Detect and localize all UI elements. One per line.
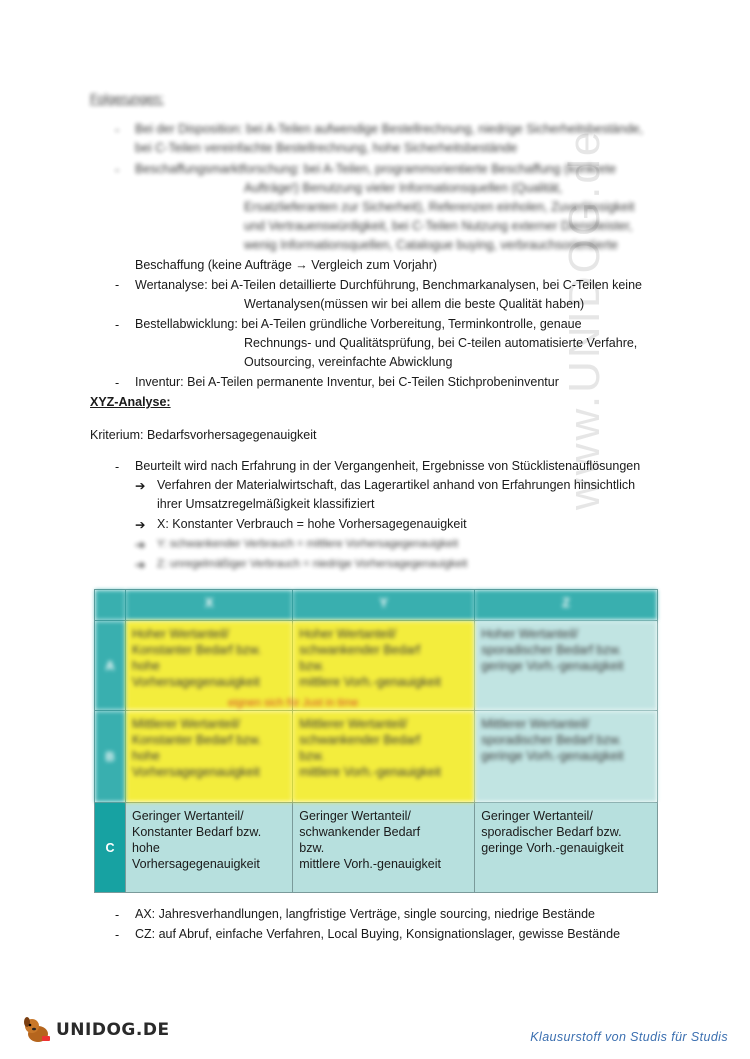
arrow-item-cont: ihrer Umsatzregelmäßigkeit klassifiziert (157, 497, 375, 511)
footer-slogan: Klausurstoff von Studis für Studis (530, 1030, 728, 1044)
bullet-dash: - (115, 278, 120, 292)
arrow-icon: ➔ (135, 518, 146, 532)
blurred-item-2-cont: Aufträge!) Benutzung vieler Informationsquellen (Qualität, (244, 181, 563, 195)
bestellabwicklung-cont: Outsourcing, vereinfachte Abwicklung (244, 355, 453, 369)
cell-cz: Geringer Wertanteil/ sporadischer Bedarf bzw. geringe Vorh.-genauigkeit (475, 803, 658, 893)
inventur-item: Inventur: Bei A-Teilen permanente Inventur, bei C-Teilen Stichprobeninventur (135, 375, 559, 389)
bullet-dash: - (115, 163, 120, 177)
wertanalyse-item: Wertanalyse: bei A-Teilen detaillierte Durchführung, Benchmarkanalysen, bei C-Teilen keine (135, 278, 642, 292)
dog-icon (22, 1016, 52, 1044)
folgerungen-heading: Folgerungen: (90, 92, 164, 106)
col-header-y: Y (293, 590, 475, 621)
arrow-item: Z: unregelmäßiger Verbrauch = niedrige Vorhersagegenauigkeit (157, 558, 468, 570)
bullet-dash: - (115, 318, 120, 332)
row-label-b: B (95, 711, 126, 803)
blurred-item-2-cont: und Vertrauenswürdigkeit, bei C-Teilen Nutzung externer Dienstleister, (244, 219, 633, 233)
unidog-logo[interactable] (22, 1016, 170, 1044)
beschaffung-line: Beschaffung (keine Aufträge → Vergleich zum Vorjahr) (135, 258, 438, 272)
row-label-a: A (95, 621, 126, 711)
corner-cell (95, 590, 126, 621)
arrow-item: Verfahren der Materialwirtschaft, das Lagerartikel anhand von Erfahrungen hinsichtlich (157, 478, 636, 492)
ax-item: AX: Jahresverhandlungen, langfristige Verträge, single sourcing, niedrige Bestände (135, 907, 596, 921)
col-header-x: X (126, 590, 293, 621)
blurred-item-2-cont: Ersatzlieferanten zur Sicherheit), Referenzen einholen, Zuverlässigkeit (244, 200, 635, 214)
jit-note: eignen sich für Just in time (228, 697, 359, 709)
bestellabwicklung-cont: Rechnungs- und Qualitätsprüfung, bei C-teilen automatisierte Verfahre, (244, 336, 638, 350)
arrow-item: X: Konstanter Verbrauch = hohe Vorhersagegenauigkeit (157, 517, 467, 531)
bullet-dash: - (115, 908, 120, 922)
watermark: www.UNIDOG.de (560, 128, 609, 510)
cell-bz: Mittlerer Wertanteil/ sporadischer Bedarf bzw. geringe Vorh.-genauigkeit (475, 711, 658, 803)
table-header-row (95, 590, 658, 621)
blurred-item-2-cont: wenig Informationsquellen, Catalogue buying, verbrauchsorientierte (244, 238, 618, 252)
wertanalyse-cont: Wertanalysen(müssen wir bei allem die beste Qualität haben) (244, 297, 585, 311)
table-row-c (95, 803, 658, 893)
table-row-b (95, 711, 658, 803)
arrow-icon: ➔ (135, 538, 146, 552)
col-header-z: Z (475, 590, 658, 621)
table-row-a (95, 621, 658, 711)
abc-xyz-table (94, 589, 658, 893)
kriterium-text: Kriterium: Bedarfsvorhersagegenauigkeit (90, 428, 317, 442)
cell-cy: Geringer Wertanteil/ schwankender Bedarf bzw. mittlere Vorh.-genauigkeit (293, 803, 475, 893)
arrow-icon: ➔ (135, 479, 146, 493)
arrow-item: Y: schwankender Verbrauch = mittlere Vorhersagegenauigkeit (157, 538, 459, 550)
cell-az: Hoher Wertanteil/ sporadischer Bedarf bzw. geringe Vorh.-genauigkeit (475, 621, 658, 711)
cell-ay: Hoher Wertanteil/ schwankender Bedarf bzw. mittlere Vorh.-genauigkeit (293, 621, 475, 711)
blurred-item-1-cont: bei C-Teilen vereinfachte Bestellrechnung, hohe Sicherheitsbestände (135, 141, 518, 155)
cell-by: Mittlerer Wertanteil/ schwankender Bedarf bzw. mittlere Vorh.-genauigkeit (293, 711, 475, 803)
bullet-dash: - (115, 460, 120, 474)
cell-cx: Geringer Wertanteil/ Konstanter Bedarf bzw. hohe Vorhersagegenauigkeit (126, 803, 293, 893)
bullet-dash: - (115, 928, 120, 942)
bullet-dash: - (115, 376, 120, 390)
xyz-heading: XYZ-Analyse: (90, 395, 171, 409)
cz-item: CZ: auf Abruf, einfache Verfahren, Local Buying, Konsignationslager, gewisse Bestände (135, 927, 621, 941)
cell-bx: Mittlerer Wertanteil/ Konstanter Bedarf bzw. hohe Vorhersagegenauigkeit (126, 711, 293, 803)
bestellabwicklung-item: Bestellabwicklung: bei A-Teilen gründliche Vorbereitung, Terminkontrolle, genaue (135, 317, 582, 331)
cell-ax: Hoher Wertanteil/ Konstanter Bedarf bzw. hohe Vorhersagegenauigkeit (126, 621, 293, 711)
arrow-icon: ➔ (135, 558, 146, 572)
blurred-item-2: Beschaffungsmarktforschung: bei A-Teilen, programmorientierte Beschaffung (konkrete (135, 162, 617, 176)
row-label-c: C (95, 803, 126, 893)
bullet-dash: - (115, 123, 120, 137)
logo-text: UNIDOG.DE (56, 1020, 170, 1040)
blurred-item-1: Bei der Disposition: bei A-Teilen aufwendige Bestellrechnung, niedrige Sicherheitsbestände, (135, 122, 643, 136)
beurteilt-item: Beurteilt wird nach Erfahrung in der Vergangenheit, Ergebnisse von Stücklistenauflösungen (135, 459, 641, 473)
